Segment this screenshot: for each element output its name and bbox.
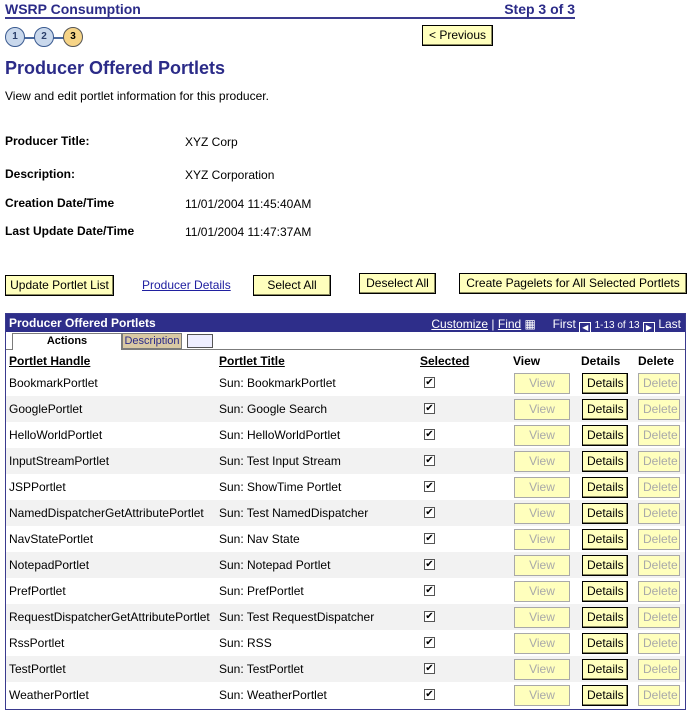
portlet-title: Sun: TestPortlet bbox=[219, 662, 304, 676]
delete-button[interactable]: Delete bbox=[638, 529, 680, 550]
selected-checkbox[interactable]: ✔ bbox=[425, 481, 434, 492]
delete-button[interactable]: Delete bbox=[638, 373, 680, 394]
delete-button[interactable]: Delete bbox=[638, 425, 680, 446]
table-row bbox=[6, 656, 685, 682]
table-row bbox=[6, 448, 685, 474]
table-row bbox=[6, 578, 685, 604]
portlet-handle: PrefPortlet bbox=[9, 584, 66, 598]
details-button[interactable]: Details bbox=[582, 373, 628, 394]
selected-checkbox[interactable]: ✔ bbox=[425, 533, 434, 544]
customize-link[interactable]: Customize bbox=[431, 317, 489, 331]
delete-button[interactable]: Delete bbox=[638, 633, 680, 654]
portlet-title: Sun: HelloWorldPortlet bbox=[219, 428, 341, 442]
description-label: Description: bbox=[5, 167, 76, 181]
previous-button[interactable]: < Previous bbox=[422, 25, 493, 46]
portlet-title: Sun: ShowTime Portlet bbox=[219, 480, 342, 494]
details-button[interactable]: Details bbox=[582, 659, 628, 680]
show-all-columns-icon[interactable] bbox=[187, 334, 213, 348]
next-page-icon[interactable]: ▶ bbox=[643, 322, 655, 334]
page-description: View and edit portlet information for this producer. bbox=[5, 89, 269, 103]
portlet-title: Sun: WeatherPortlet bbox=[219, 688, 327, 702]
selected-checkbox[interactable]: ✔ bbox=[425, 585, 434, 596]
table-row bbox=[6, 370, 685, 396]
grid-tabs bbox=[6, 332, 685, 350]
portlet-handle: JSPPortlet bbox=[9, 480, 66, 494]
deselect-all-button[interactable]: Deselect All bbox=[359, 273, 436, 294]
table-row bbox=[6, 552, 685, 578]
select-all-button[interactable]: Select All bbox=[253, 275, 331, 296]
portlet-handle: TestPortlet bbox=[9, 662, 66, 676]
table-row bbox=[6, 630, 685, 656]
tab-description[interactable]: Description bbox=[122, 333, 182, 349]
creation-label: Creation Date/Time bbox=[5, 196, 115, 210]
first-label: First bbox=[552, 317, 576, 331]
portlet-handle: GooglePortlet bbox=[9, 402, 83, 416]
table-row bbox=[6, 682, 685, 708]
col-view: View bbox=[513, 354, 541, 368]
portlet-title: Sun: Test NamedDispatcher bbox=[219, 506, 369, 520]
delete-button[interactable]: Delete bbox=[638, 659, 680, 680]
col-portlet-title[interactable]: Portlet Title bbox=[219, 354, 285, 368]
details-button[interactable]: Details bbox=[582, 529, 628, 550]
details-button[interactable]: Details bbox=[582, 633, 628, 654]
grid-icon[interactable]: ▦ bbox=[524, 317, 536, 331]
last-label: Last bbox=[658, 317, 681, 331]
details-button[interactable]: Details bbox=[582, 555, 628, 576]
view-button[interactable]: View bbox=[514, 633, 570, 654]
step-3-circle: 3 bbox=[63, 27, 83, 47]
selected-checkbox[interactable]: ✔ bbox=[425, 403, 434, 414]
view-button[interactable]: View bbox=[514, 581, 570, 602]
portlet-title: Sun: Test Input Stream bbox=[219, 454, 341, 468]
portlet-handle: InputStreamPortlet bbox=[9, 454, 110, 468]
selected-checkbox[interactable]: ✔ bbox=[425, 377, 434, 388]
portlet-handle: BookmarkPortlet bbox=[9, 376, 98, 390]
portlet-handle: WeatherPortlet bbox=[9, 688, 89, 702]
delete-button[interactable]: Delete bbox=[638, 477, 680, 498]
tab-actions[interactable]: Actions bbox=[12, 333, 122, 350]
portlet-handle: RssPortlet bbox=[9, 636, 65, 650]
grid-title-bar bbox=[6, 314, 685, 332]
update-portlet-list-button[interactable]: Update Portlet List bbox=[5, 275, 114, 296]
col-delete: Delete bbox=[638, 354, 675, 368]
page-title: Producer Offered Portlets bbox=[5, 58, 226, 78]
step-train bbox=[5, 27, 85, 49]
view-button[interactable]: View bbox=[514, 607, 570, 628]
portlet-title: Sun: Notepad Portlet bbox=[219, 558, 331, 572]
portlet-handle: NamedDispatcherGetAttributePortlet bbox=[9, 506, 204, 520]
selected-checkbox[interactable]: ✔ bbox=[425, 507, 434, 518]
portlet-title: Sun: Nav State bbox=[219, 532, 300, 546]
view-button[interactable]: View bbox=[514, 659, 570, 680]
details-button[interactable]: Details bbox=[582, 425, 628, 446]
delete-button[interactable]: Delete bbox=[638, 555, 680, 576]
table-row bbox=[6, 604, 685, 630]
col-details: Details bbox=[581, 354, 621, 368]
view-button[interactable]: View bbox=[514, 685, 570, 706]
selected-checkbox[interactable]: ✔ bbox=[425, 429, 434, 440]
table-row bbox=[6, 422, 685, 448]
header-bar bbox=[5, 0, 575, 19]
view-button[interactable]: View bbox=[514, 425, 570, 446]
grid-title: Producer Offered Portlets bbox=[9, 316, 156, 330]
view-button[interactable]: View bbox=[514, 503, 570, 524]
view-button[interactable]: View bbox=[514, 399, 570, 420]
selected-checkbox[interactable]: ✔ bbox=[425, 559, 434, 570]
delete-button[interactable]: Delete bbox=[638, 503, 680, 524]
row-range: 1-13 of 13 bbox=[594, 320, 640, 331]
delete-button[interactable]: Delete bbox=[638, 451, 680, 472]
details-button[interactable]: Details bbox=[582, 451, 628, 472]
table-row bbox=[6, 396, 685, 422]
description-value: XYZ Corporation bbox=[185, 168, 275, 182]
table-row bbox=[6, 526, 685, 552]
delete-button[interactable]: Delete bbox=[638, 581, 680, 602]
selected-checkbox[interactable]: ✔ bbox=[425, 689, 434, 700]
view-button[interactable]: View bbox=[514, 555, 570, 576]
portlet-title: Sun: Google Search bbox=[219, 402, 328, 416]
find-link[interactable]: Find bbox=[497, 317, 522, 331]
selected-checkbox[interactable]: ✔ bbox=[425, 663, 434, 674]
portlet-handle: NavStatePortlet bbox=[9, 532, 94, 546]
delete-button[interactable]: Delete bbox=[638, 685, 680, 706]
details-button[interactable]: Details bbox=[582, 607, 628, 628]
details-button[interactable]: Details bbox=[582, 503, 628, 524]
step-indicator: Step 3 of 3 bbox=[504, 1, 575, 17]
previous-page-icon[interactable]: ◀ bbox=[579, 322, 591, 334]
portlet-handle: RequestDispatcherGetAttributePortlet bbox=[9, 610, 210, 624]
table-row bbox=[6, 500, 685, 526]
details-button[interactable]: Details bbox=[582, 399, 628, 420]
col-selected[interactable]: Selected bbox=[420, 354, 470, 368]
col-portlet-handle[interactable]: Portlet Handle bbox=[9, 354, 91, 368]
portlet-handle: HelloWorldPortlet bbox=[9, 428, 103, 442]
details-button[interactable]: Details bbox=[582, 685, 628, 706]
selected-checkbox[interactable]: ✔ bbox=[425, 637, 434, 648]
portlet-title: Sun: RSS bbox=[219, 636, 272, 650]
details-button[interactable]: Details bbox=[582, 581, 628, 602]
creation-value: 11/01/2004 11:45:40AM bbox=[185, 197, 312, 211]
nav-separator: | bbox=[491, 317, 495, 331]
create-pagelets-button[interactable]: Create Pagelets for All Selected Portlets bbox=[459, 273, 687, 294]
view-button[interactable]: View bbox=[514, 529, 570, 550]
last-update-value: 11/01/2004 11:47:37AM bbox=[185, 225, 312, 239]
producer-title-value: XYZ Corp bbox=[185, 135, 238, 149]
portlet-handle: NotepadPortlet bbox=[9, 558, 90, 572]
portlet-title: Sun: BookmarkPortlet bbox=[219, 376, 336, 390]
details-button[interactable]: Details bbox=[582, 477, 628, 498]
producer-title-label: Producer Title: bbox=[5, 134, 90, 148]
view-button[interactable]: View bbox=[514, 373, 570, 394]
portlets-grid bbox=[5, 313, 686, 710]
producer-details-link[interactable]: Producer Details bbox=[142, 278, 231, 292]
app-title: WSRP Consumption bbox=[5, 1, 141, 17]
portlet-title: Sun: PrefPortlet bbox=[219, 584, 304, 598]
portlet-title: Sun: Test RequestDispatcher bbox=[219, 610, 375, 624]
table-row bbox=[6, 474, 685, 500]
view-button[interactable]: View bbox=[514, 451, 570, 472]
selected-checkbox[interactable]: ✔ bbox=[425, 455, 434, 466]
step-1-circle[interactable]: 1 bbox=[5, 27, 25, 47]
selected-checkbox[interactable]: ✔ bbox=[425, 611, 434, 622]
delete-button[interactable]: Delete bbox=[638, 607, 680, 628]
delete-button[interactable]: Delete bbox=[638, 399, 680, 420]
view-button[interactable]: View bbox=[514, 477, 570, 498]
last-update-label: Last Update Date/Time bbox=[5, 224, 135, 238]
step-2-circle[interactable]: 2 bbox=[34, 27, 54, 47]
